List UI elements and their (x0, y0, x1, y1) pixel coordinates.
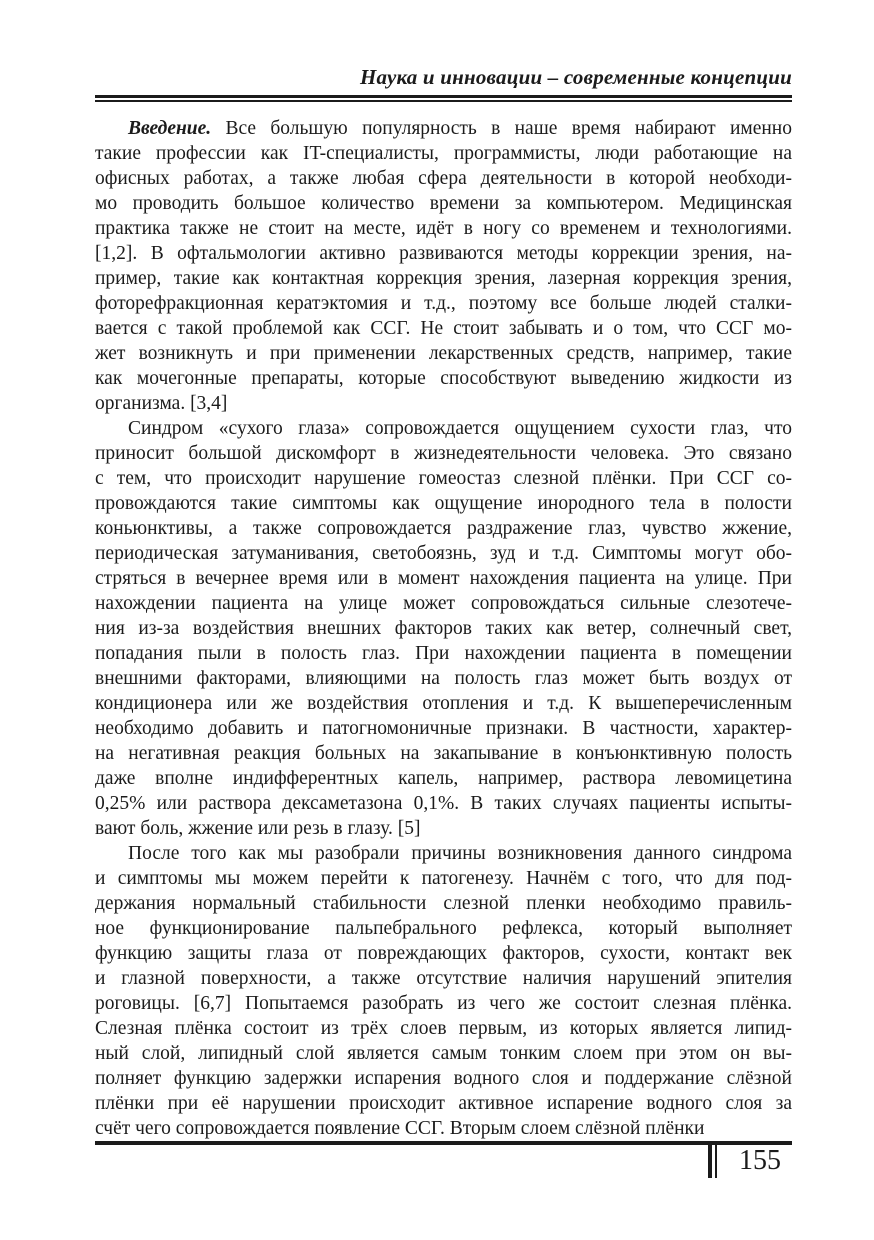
text-line: [1,2]. В офтальмологии активно развиваются методы коррекции зрения, на- (95, 243, 792, 264)
text-line: счёт чего сопровождается появление ССГ. Вторым слоем слёзной плёнки (95, 1118, 705, 1139)
text-line: После того как мы разобрали причины возникновения данного синдрома (128, 843, 792, 864)
text-line: роговицы. [6,7] Попытаемся разобрать из чего же состоит слезная плёнка. (95, 993, 792, 1014)
text-line: с тем, что происходит нарушение гомеостаз слезной плёнки. При ССГ со- (95, 468, 792, 489)
text-line: и симптомы мы можем перейти к патогенезу. Начнём с того, что для под- (95, 868, 792, 889)
text-line: Введение. Все большую популярность в наше время набирают именно (128, 118, 792, 139)
page-number: 155 (739, 1145, 781, 1176)
text-line: вают боль, жжение или резь в глазу. [5] (95, 818, 421, 839)
text-line: на негативная реакция больных на закапывание в конъюнктивную полость (95, 743, 792, 764)
text-line: офисных работах, а также любая сфера деятельности в которой необходи- (95, 168, 792, 189)
text-line: ный слой, липидный слой является самым тонким слоем при этом он вы- (95, 1043, 792, 1064)
text-line: жет возникнуть и при применении лекарственных средств, например, такие (95, 343, 792, 364)
text-line: нахождении пациента на улице может сопровождаться сильные слезотече- (95, 593, 792, 614)
journal-header-title: Наука и инновации – современные концепции (359, 65, 792, 89)
text-line: кондиционера или же воздействия отопления и т.д. К вышеперечисленным (95, 693, 792, 714)
text-line: ния из-за воздействия внешних факторов таких как ветер, солнечный свет, (95, 618, 792, 639)
text-line: Синдром «сухого глаза» сопровождается ощущением сухости глаз, что (128, 418, 792, 439)
text-line: ное функционирование пальпебрального рефлекса, который выполняет (95, 918, 792, 939)
text-line: держания нормальный стабильности слезной пленки необходимо правиль- (95, 893, 792, 914)
text-line: 0,25% или раствора дексаметазона 0,1%. В таких случаях пациенты испыты- (95, 793, 792, 814)
paragraph-lead: Введение. (128, 118, 212, 139)
text-line: стряться в вечернее время или в момент нахождения пациента на улице. При (95, 568, 792, 589)
text-line: внешними факторами, влияющими на полость глаз может быть воздух от (95, 668, 792, 689)
text-line: и глазной поверхности, а также отсутствие наличия нарушений эпителия (95, 968, 792, 989)
header-rule (95, 95, 792, 102)
text-line: попадания пыли в полость глаз. При нахождении пациента в помещении (95, 643, 792, 664)
page-number-bar (708, 1145, 717, 1178)
text-line: необходимо добавить и патогномоничные признаки. В частности, характер- (95, 718, 792, 739)
text-line: как мочегонные препараты, которые способствуют выведению жидкости из (95, 368, 792, 389)
text-line: коньюнктивы, а также сопровождается раздражение глаз, чувство жжение, (95, 518, 792, 539)
page-content (95, 0, 792, 1205)
text-line: пример, такие как контактная коррекция зрения, лазерная коррекция зрения, (95, 268, 792, 289)
text-line: вается с такой проблемой как ССГ. Не стоит забывать и о том, что ССГ мо- (95, 318, 792, 339)
text-line: мо проводить большое количество времени за компьютером. Медицинская (95, 193, 792, 214)
page-footer (95, 1145, 792, 1205)
text-line: плёнки при её нарушении происходит активное испарение водного слоя за (95, 1093, 792, 1114)
text-line: даже вполне индифферентных капель, например, раствора левомицетина (95, 768, 792, 789)
text-line: фоторефракционная кератэктомия и т.д., поэтому все больше людей сталки- (95, 293, 792, 314)
text-line: функцию защиты глаза от повреждающих факторов, сухости, контакт век (95, 943, 792, 964)
text-line: приносит большой дискомфорт в жизнедеятельности человека. Это связано (95, 443, 792, 464)
text-line: такие профессии как IT-специалисты, программисты, люди работающие на (95, 143, 792, 164)
text-line: периодическая затуманивания, светобоязнь, зуд и т.д. Симптомы могут обо- (95, 543, 792, 564)
text-line: провождаются такие симптомы как ощущение инородного тела в полости (95, 493, 792, 514)
article-body (95, 116, 792, 1141)
text-line: организма. [3,4] (95, 393, 228, 414)
text-line: практика также не стоит на месте, идёт в ногу со временем и технологиями. (95, 218, 792, 239)
text-line: Слезная плёнка состоит из трёх слоев первым, из которых является липид- (95, 1018, 792, 1039)
text-line: полняет функцию задержки испарения водного слоя и поддержание слёзной (95, 1068, 792, 1089)
